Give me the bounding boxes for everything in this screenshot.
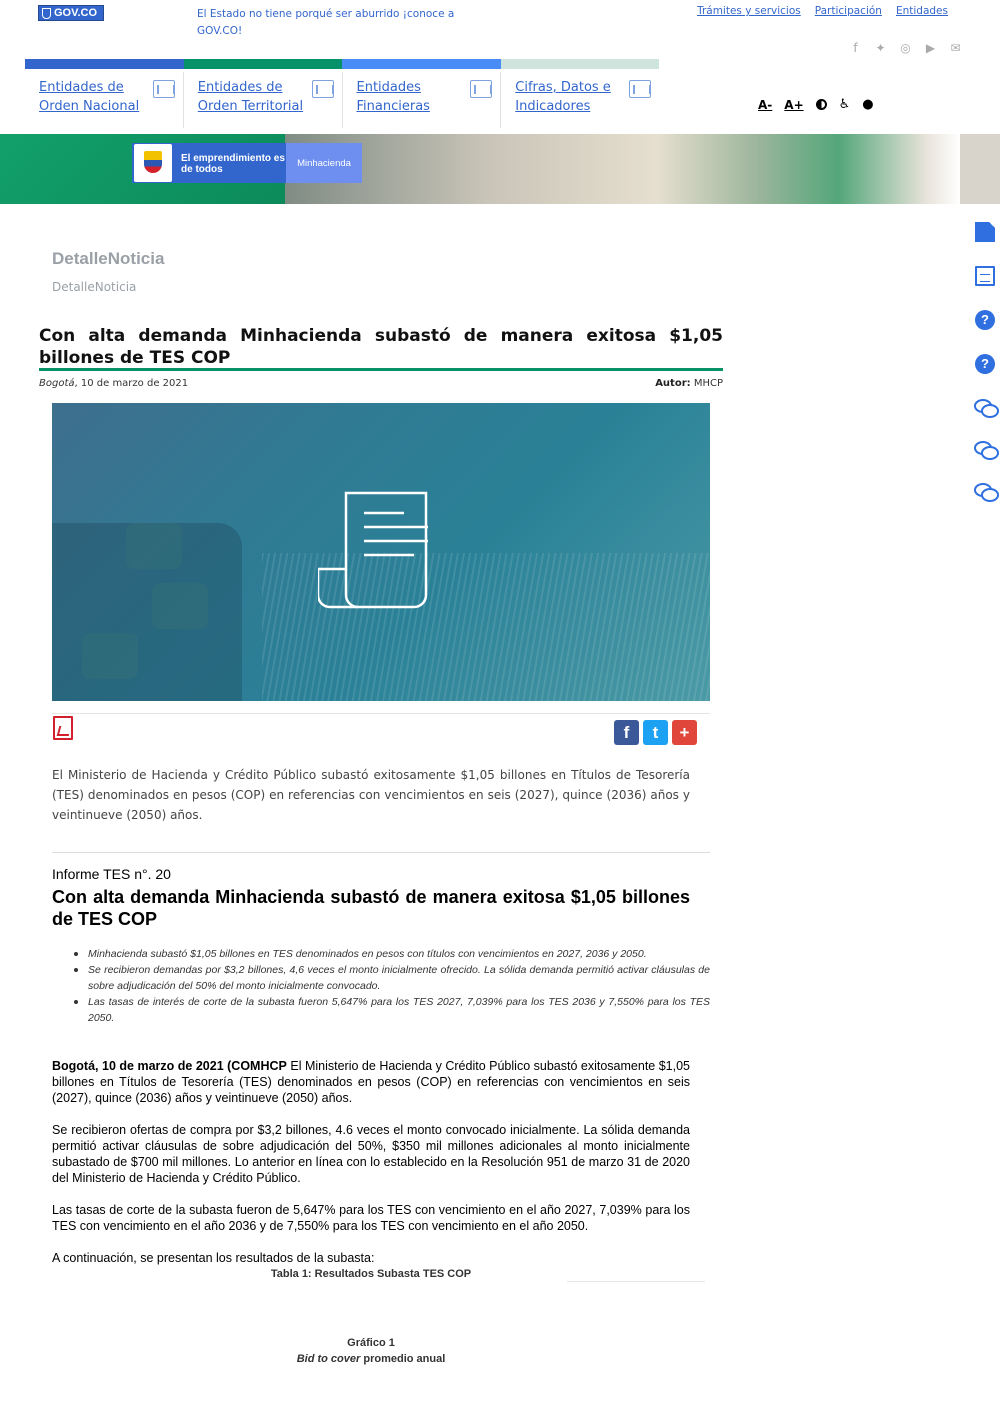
paragraph-1-text: El Ministerio de Hacienda y Crédito Público subastó exitosamente $1,05 billones en Títulos de Tesorería (TES) denominados en pesos (COP) en referencias con vencimientos en seis (2027), quince (2036) años y veintinueve (2050) años. (52, 1059, 691, 1105)
calculator-key (82, 633, 138, 679)
entities-nav (25, 72, 659, 128)
twitter-icon[interactable]: ✦ (875, 41, 886, 55)
bank-icon (470, 80, 492, 98)
building-icon (153, 80, 175, 98)
paragraph-2: Se recibieron ofertas de compra por $3,2 billones, 4.6 veces el monto convocado inicialmente. La sólida demanda permitió activar cláusulas de sobre adjudicación del 50%, $350 mil millones adicionales al monto inicialmente subastado de $700 mil millones. Lo anterior en línea con lo establecido en la Resolución 951 de marzo 31 de 2020 del Ministerio de Hacienda y Crédito Público. (52, 1123, 690, 1185)
hero-banner (0, 134, 1000, 204)
brand-slogan: El emprendimiento es de todos (181, 153, 285, 175)
color-band-segment (184, 59, 343, 69)
top-links (697, 5, 948, 17)
entity-financieras (343, 72, 502, 128)
entity-orden-nacional (25, 72, 184, 128)
entity-link-financieras[interactable]: Entidades Financieras (356, 80, 430, 114)
highlights-list (74, 946, 710, 1026)
facebook-icon[interactable]: f (853, 41, 858, 55)
article-image (52, 403, 710, 701)
page-title: DetalleNoticia (52, 249, 165, 268)
entity-link-cifras[interactable]: Cifras, Datos e Indicadores (515, 80, 611, 114)
calculator-key (126, 523, 182, 569)
banner-photo (285, 134, 960, 204)
govco-label: GOV.CO (54, 7, 97, 19)
article-intro: El Ministerio de Hacienda y Crédito Público subastó exitosamente $1,05 billones en Títulos de Tesorería (TES) denominados en pesos (COP) en referencias con vencimientos en seis (2027), quince (2036) años y veintinueve (2050) años. (52, 768, 690, 822)
article-dateline (39, 378, 188, 389)
decrease-font-button[interactable]: A- (758, 97, 773, 112)
top-link-participacion[interactable]: Participación (814, 5, 882, 17)
instagram-icon[interactable]: ◎ (900, 41, 911, 55)
author-label: Autor: (655, 378, 691, 389)
govco-logo[interactable] (38, 5, 104, 21)
share-divider (52, 713, 710, 714)
calculator-key (152, 583, 208, 629)
color-band (25, 59, 659, 69)
chat-icon[interactable] (974, 482, 996, 500)
paragraph-lead: Bogotá, 10 de marzo de 2021 (COMHCP (52, 1059, 287, 1073)
chart-caption (52, 1335, 690, 1367)
accessibility-icon[interactable]: ♿ (838, 97, 851, 112)
title-divider (39, 368, 723, 371)
chat-icon[interactable] (974, 398, 996, 416)
document-outline-icon[interactable] (975, 266, 995, 286)
color-band-segment (25, 59, 184, 69)
chart-caption-emphasis: Bid to cover (296, 1353, 361, 1365)
document-icon[interactable] (975, 222, 995, 242)
color-band-segment (342, 59, 501, 69)
list-item: Las tasas de interés de corte de la subasta fueron 5,647% para los TES 2027, 7,039% para los TES 2036 y 7,550% para los TES 2050. (74, 994, 710, 1026)
top-bar (0, 0, 1000, 58)
entity-orden-territorial (184, 72, 343, 128)
report-title: Con alta demanda Minhacienda subastó de manera exitosa $1,05 billones de TES COP (52, 887, 690, 929)
chart-caption-rest: promedio anual (360, 1353, 446, 1365)
shield-icon (42, 8, 51, 19)
email-icon[interactable]: ✉ (950, 41, 961, 55)
author-name: MHCP (693, 378, 723, 389)
accessibility-tools (758, 97, 874, 112)
entity-link-orden-nacional[interactable]: Entidades de Orden Nacional (39, 80, 140, 114)
table-caption: Tabla 1: Resultados Subasta TES COP (270, 1268, 472, 1280)
top-link-tramites[interactable]: Trámites y servicios (697, 5, 801, 17)
facebook-share-icon[interactable]: f (614, 720, 639, 745)
bank-icon (629, 80, 651, 98)
twitter-share-icon[interactable]: t (643, 720, 668, 745)
paragraph-4: A continuación, se presentan los resultados de la subasta: (52, 1251, 375, 1265)
govco-tagline[interactable]: El Estado no tiene porqué ser aburrido ¡conoce a GOV.CO! (197, 8, 455, 37)
entity-link-orden-territorial[interactable]: Entidades de Orden Territorial (197, 80, 304, 114)
list-item: Se recibieron demandas por $3,2 billones, 4,6 veces el monto inicialmente ofrecido. La sólida demanda permitió activar cláusulas de sobre adjudicación del 50% del monto inicialmente convocado. (74, 962, 710, 994)
pdf-icon[interactable] (53, 716, 73, 740)
breadcrumb: DetalleNoticia (52, 280, 137, 294)
minhacienda-logo[interactable]: Minhacienda (286, 143, 362, 183)
chart-caption-title: Gráfico 1 (347, 1337, 395, 1349)
add-share-icon[interactable]: + (672, 720, 697, 745)
color-band-segment (501, 59, 660, 69)
receipt-icon (318, 491, 444, 613)
share-buttons (614, 720, 697, 745)
help-icon[interactable]: ? (975, 354, 995, 374)
report-label: Informe TES n°. 20 (52, 866, 171, 882)
receipt-svg (318, 491, 444, 613)
user-icon[interactable]: ● (862, 97, 874, 112)
paragraph-1 (52, 1058, 690, 1106)
entity-cifras (501, 72, 659, 128)
article-city: Bogotá (39, 378, 75, 389)
contrast-icon[interactable] (816, 99, 827, 110)
help-icon[interactable]: ? (975, 310, 995, 330)
increase-font-button[interactable]: A+ (784, 97, 804, 112)
map-building-icon (312, 80, 334, 98)
colombia-crest-icon (134, 144, 172, 182)
article-author (655, 378, 723, 389)
chat-icon[interactable] (974, 440, 996, 458)
social-links (849, 42, 962, 55)
article-title: Con alta demanda Minhacienda subastó de manera exitosa $1,05 billones de TES COP (39, 326, 723, 368)
list-item: Minhacienda subastó $1,05 billones en TES denominados en pesos con títulos con vencimientos en 2027, 2036 y 2050. (74, 946, 710, 962)
side-rail (974, 222, 996, 500)
section-divider (52, 852, 710, 853)
youtube-icon[interactable]: ▶ (925, 41, 936, 55)
article-date: , 10 de marzo de 2021 (74, 378, 189, 389)
table-placeholder (567, 1281, 705, 1282)
paragraph-3: Las tasas de corte de la subasta fueron de 5,647% para los TES con vencimiento en el año 2027, 7,039% para los TES con vencimiento en el año 2036 y de 7,550% para los TES con vencimiento en el año 2050. (52, 1203, 690, 1233)
top-link-entidades[interactable]: Entidades (895, 5, 948, 17)
